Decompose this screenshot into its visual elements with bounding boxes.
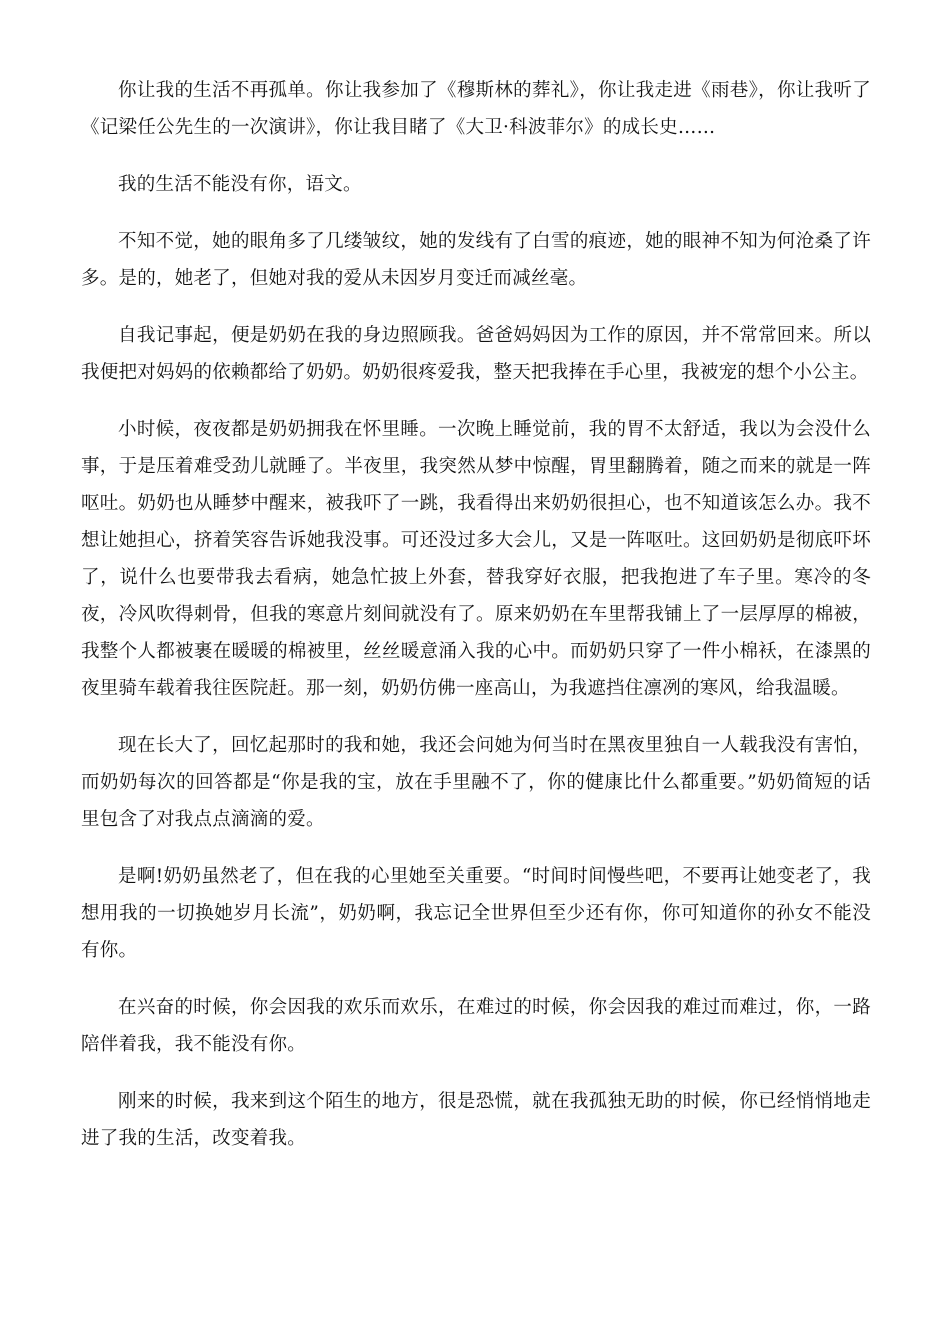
document-body [81, 72, 871, 1177]
paragraph-3: 不知不觉，她的眼角多了几缕皱纹，她的发线有了白雪的痕迹，她的眼神不知为何沧桑了许多。是的，她老了，但她对我的爱从未因岁月变迁而减丝毫。 [81, 231, 871, 289]
paragraph-8: 在兴奋的时候，你会因我的欢乐而欢乐，在难过的时候，你会因我的难过而难过，你，一路陪伴着我，我不能没有你。 [81, 997, 871, 1055]
paragraph-9: 刚来的时候，我来到这个陌生的地方，很是恐慌，就在我孤独无助的时候，你已经悄悄地走进了我的生活，改变着我。 [81, 1091, 871, 1149]
paragraph-2: 我的生活不能没有你，语文。 [118, 174, 362, 195]
paragraph-6: 现在长大了，回忆起那时的我和她，我还会问她为何当时在黑夜里独自一人载我没有害怕，而奶奶每次的回答都是“你是我的宝，放在手里融不了，你的健康比什么都重要。”奶奶简短的话里包含了对我点点滴滴的爱。 [81, 735, 871, 830]
paragraph-5: 小时候，夜夜都是奶奶拥我在怀里睡。一次晚上睡觉前，我的胃不太舒适，我以为会没什么事，于是压着难受劲儿就睡了。半夜里，我突然从梦中惊醒，胃里翻腾着，随之而来的就是一阵呕吐。奶奶也从睡梦中醒来，被我吓了一跳，我看得出来奶奶很担心，也不知道该怎么办。我不想让她担心，挤着笑容告诉她我没事。可还没过多大会儿，又是一阵呕吐。这回奶奶是彻底吓坏了，说什么也要带我去看病，她急忙披上外套，替我穿好衣服，把我抱进了车子里。寒冷的冬夜，冷风吹得刺骨，但我的寒意片刻间就没有了。原来奶奶在车里帮我铺上了一层厚厚的棉被，我整个人都被裹在暖暖的棉被里，丝丝暖意涌入我的心中。而奶奶只穿了一件小棉袄，在漆黑的夜里骑车载着我往医院赶。那一刻，奶奶仿佛一座高山，为我遮挡住凛冽的寒风，给我温暖。 [81, 419, 871, 699]
paragraph-4: 自我记事起，便是奶奶在我的身边照顾我。爸爸妈妈因为工作的原因，并不常常回来。所以我便把对妈妈的依赖都给了奶奶。奶奶很疼爱我，整天把我捧在手心里，我被宠的想个小公主。 [81, 325, 871, 383]
paragraph-1: 你让我的生活不再孤单。你让我参加了《穆斯林的葬礼》，你让我走进《雨巷》，你让我听了《记梁任公先生的一次演讲》，你让我目睹了《大卫·科波菲尔》的成长史…… [81, 80, 871, 138]
paragraph-7: 是啊!奶奶虽然老了，但在我的心里她至关重要。“时间时间慢些吧，不要再让她变老了，我想用我的一切换她岁月长流”，奶奶啊，我忘记全世界但至少还有你，你可知道你的孙女不能没有你。 [81, 866, 871, 961]
